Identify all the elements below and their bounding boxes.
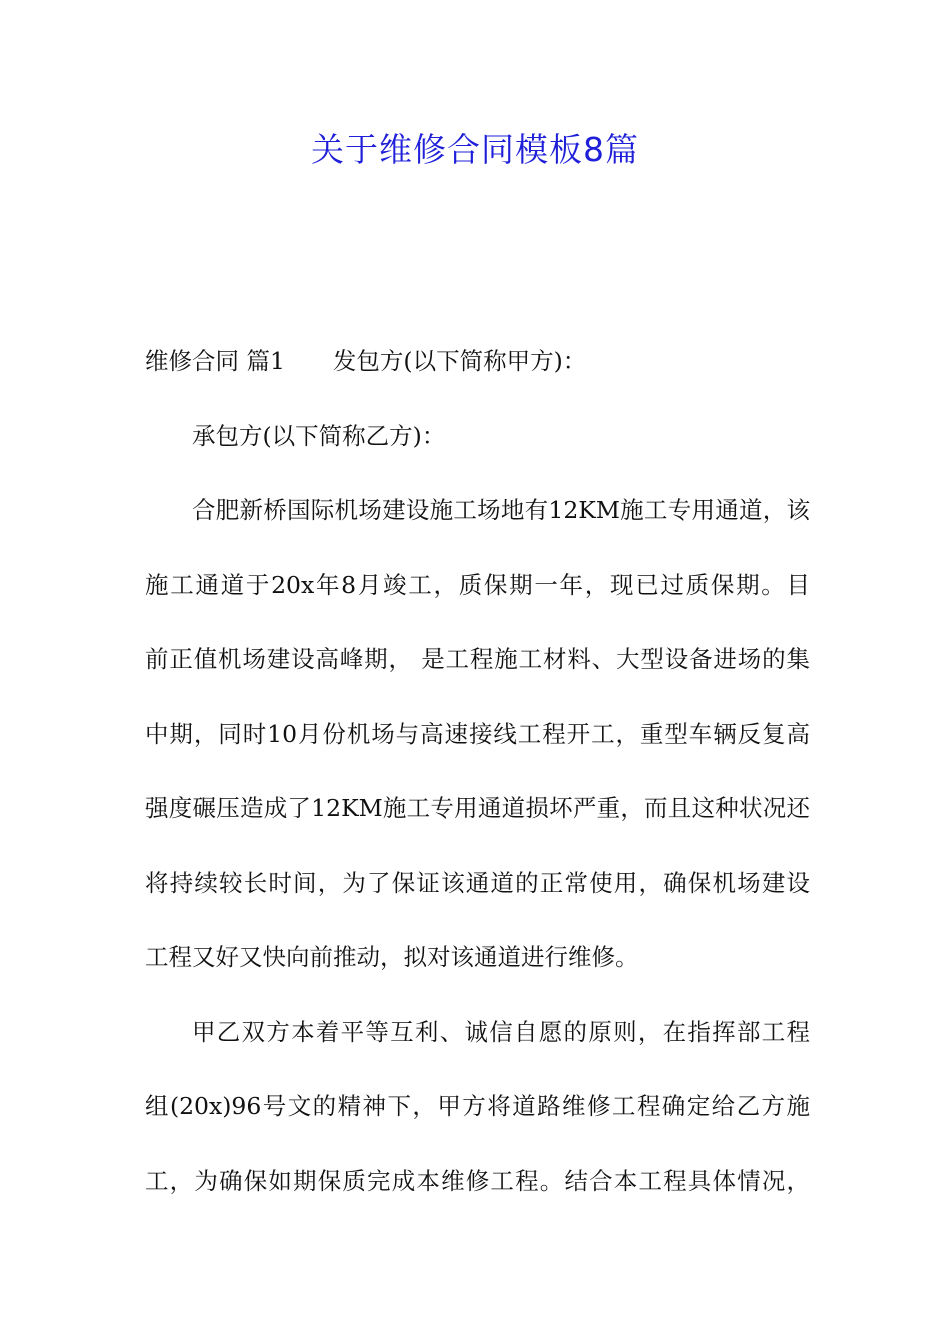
paragraph-line: 甲乙双方本着平等互利、诚信自愿的原则，在指挥部工程 (192, 1017, 810, 1046)
paragraph-line: 工程又好又快向前推动，拟对该通道进行维修。 (145, 943, 639, 971)
paragraph-line: 中期，同时10月份机场与高速接线工程开工，重型车辆反复高 (145, 719, 810, 748)
paragraph-line: 将持续较长时间，为了保证该通道的正常使用，确保机场建设 (145, 868, 810, 897)
paragraph-line: 施工通道于20x年8月竣工，质保期一年，现已过质保期。目 (145, 570, 810, 599)
document-title: 关于维修合同模板8篇 (311, 130, 639, 169)
section-heading-line (145, 341, 810, 416)
paragraph-line: 强度碾压造成了12KM施工专用通道损坏严重，而且这种状况还 (145, 794, 810, 822)
paragraph-line: 合肥新桥国际机场建设施工场地有12KM施工专用通道，该 (192, 496, 810, 524)
paragraph-line: 工，为确保如期保质完成本维修工程。结合本工程具体情况， (145, 1166, 810, 1195)
party-b-label: 承包方(以下简称乙方)： (192, 421, 446, 450)
section-heading: 维修合同 篇1 (145, 347, 285, 375)
document-body (145, 341, 810, 1235)
paragraph-line: 组(20x)96号文的精神下，甲方将道路维修工程确定给乙方施 (145, 1092, 810, 1120)
paragraph-line: 前正值机场建设高峰期， 是工程施工材料、大型设备进场的集 (145, 645, 810, 673)
party-a-label: 发包方(以下简称甲方)： (332, 347, 587, 375)
